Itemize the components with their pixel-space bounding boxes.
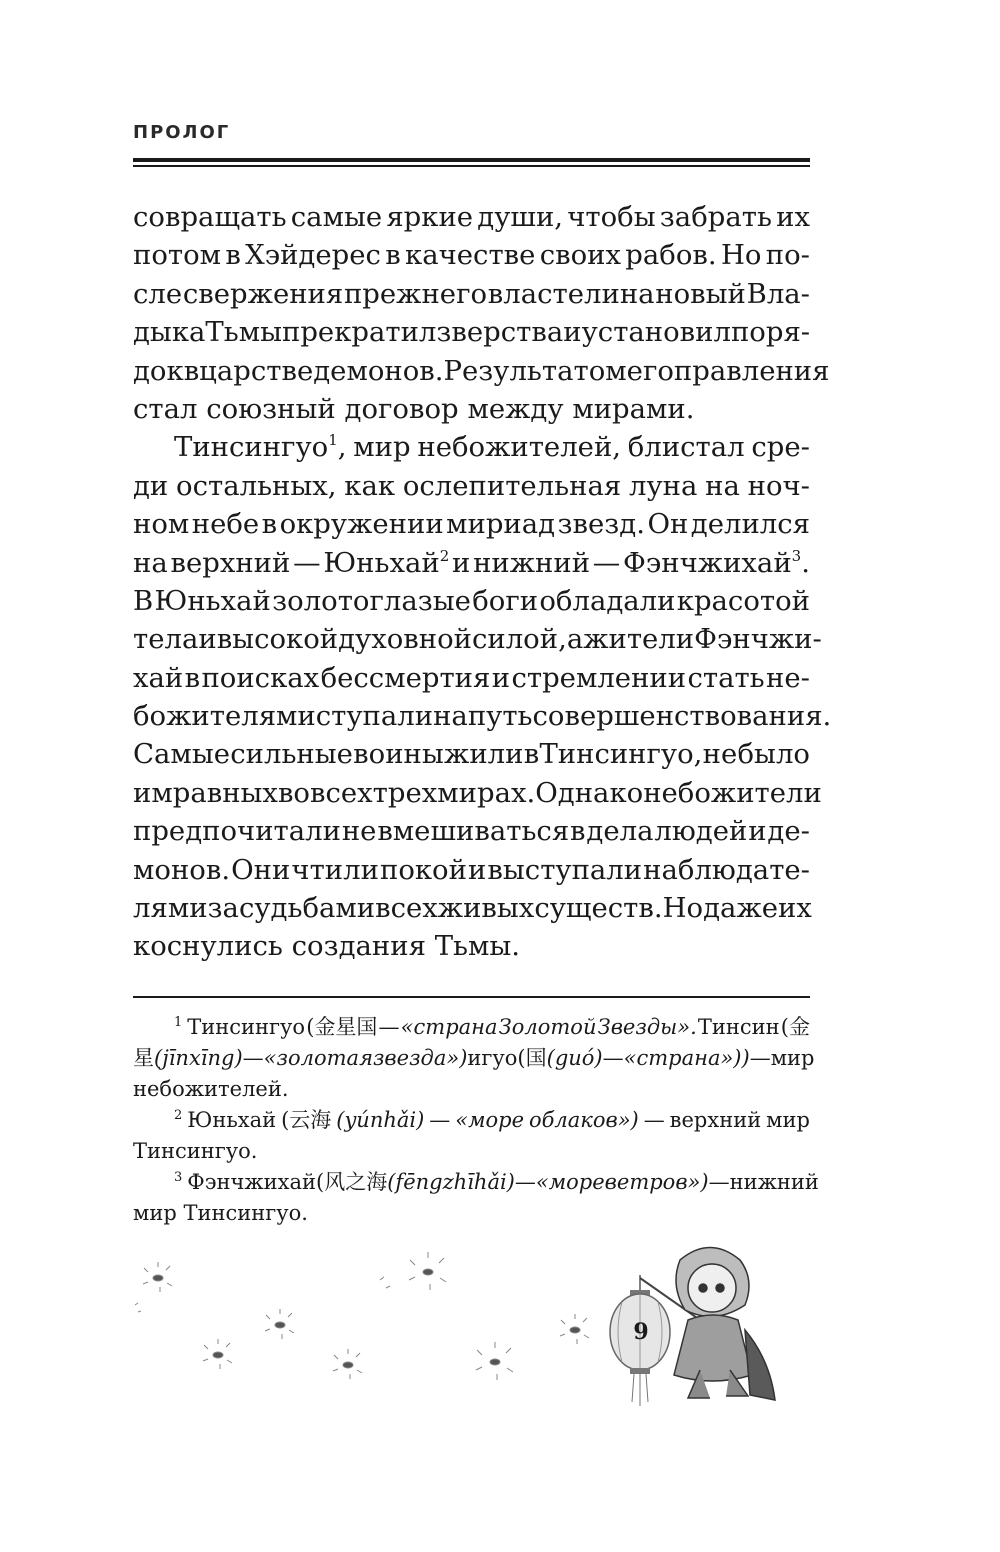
text-line: В Юньхай золотоглазые боги обладали красотой — [133, 584, 810, 617]
text-line: им равных во всех трех мирах. Однако небожители — [133, 776, 822, 809]
text-line: на верхний — Юньхай$^2$ и нижний — Фэнчжихай$^3$. — [133, 546, 810, 579]
footnote-line: небожителей. — [133, 1077, 289, 1101]
text-line: потом в Хэйдерес в качестве своих рабов. Но по- — [133, 239, 810, 272]
header-rule — [133, 158, 810, 167]
footnotes — [133, 1012, 819, 1229]
text-line: лями за судьбами всех живых существ. Но даже их — [133, 892, 812, 925]
text-line: Самые сильные воины жили в Тинсингуо, не было — [133, 738, 810, 771]
text-line: Тинсингуо$^1$, мир небожителей, блистал сре- — [174, 431, 810, 464]
text-line: док в царстве демонов. Результатом его правления — [133, 354, 830, 387]
fireflies-and-lantern-illustration — [0, 1230, 1000, 1430]
text-line: монов. Они чтили покой и выступали наблюдате- — [133, 853, 810, 886]
running-title: ПРОЛОГ — [133, 122, 231, 143]
firefly-icon — [476, 1342, 513, 1380]
text-line: стал союзный договор между мирами. — [133, 392, 695, 425]
text-line: предпочитали не вмешиваться в дела людей и де- — [133, 815, 810, 848]
text-line: совращать самые яркие души, чтобы забрать их — [133, 201, 810, 233]
text-line: ди остальных, как ослепительная луна на ноч- — [133, 469, 810, 502]
text-line: дыка Тьмы прекратил зверства и установил поря- — [133, 316, 811, 349]
footnote-line: $^1$ Тинсингуо (金星国 — «страна Золотой Звезды». Тинсин (金 — [174, 1015, 810, 1039]
footnote-line: мир Тинсингуо. — [133, 1201, 308, 1225]
firefly-icon — [409, 1252, 446, 1290]
chibi-character-icon — [674, 1248, 775, 1401]
firefly-icon — [143, 1262, 172, 1292]
firefly-icon — [203, 1339, 232, 1369]
text-line: коснулись создания Тьмы. — [133, 930, 521, 963]
footnote-line: 星 (jīnxīng) — «золотая звезда») и гуо (国 (guó) — «страна»)) — мир — [133, 1046, 815, 1070]
text-line: ном небе в окружении мириад звезд. Он делился — [133, 508, 810, 541]
firefly-icon — [560, 1314, 589, 1344]
firefly-icon — [333, 1349, 362, 1379]
text-line: хай в поисках бессмертия и стремлении стать не- — [133, 661, 810, 694]
footnote-line: Тинсингуо. — [133, 1139, 258, 1163]
firefly-icon — [265, 1309, 294, 1339]
footnote-line: $^3$ Фэнчжихай (风之海 (fēng zhī hǎi) — «море ветров») — нижний — [174, 1170, 819, 1194]
footnote-line: $^2$ Юньхай (云海 (yúnhǎi) — «море облаков») — верхний мир — [174, 1108, 810, 1132]
text-line: тела и высокой духовной силой, а жители Фэнчжи- — [133, 623, 822, 656]
page-number: 9 — [633, 1319, 649, 1345]
text-line: божителями ступали на путь совершенствования. — [133, 700, 832, 733]
footnote-rule — [133, 996, 810, 998]
main-text — [133, 198, 832, 966]
text-line: сле свержения прежнего властелина новый Вла- — [133, 277, 810, 310]
